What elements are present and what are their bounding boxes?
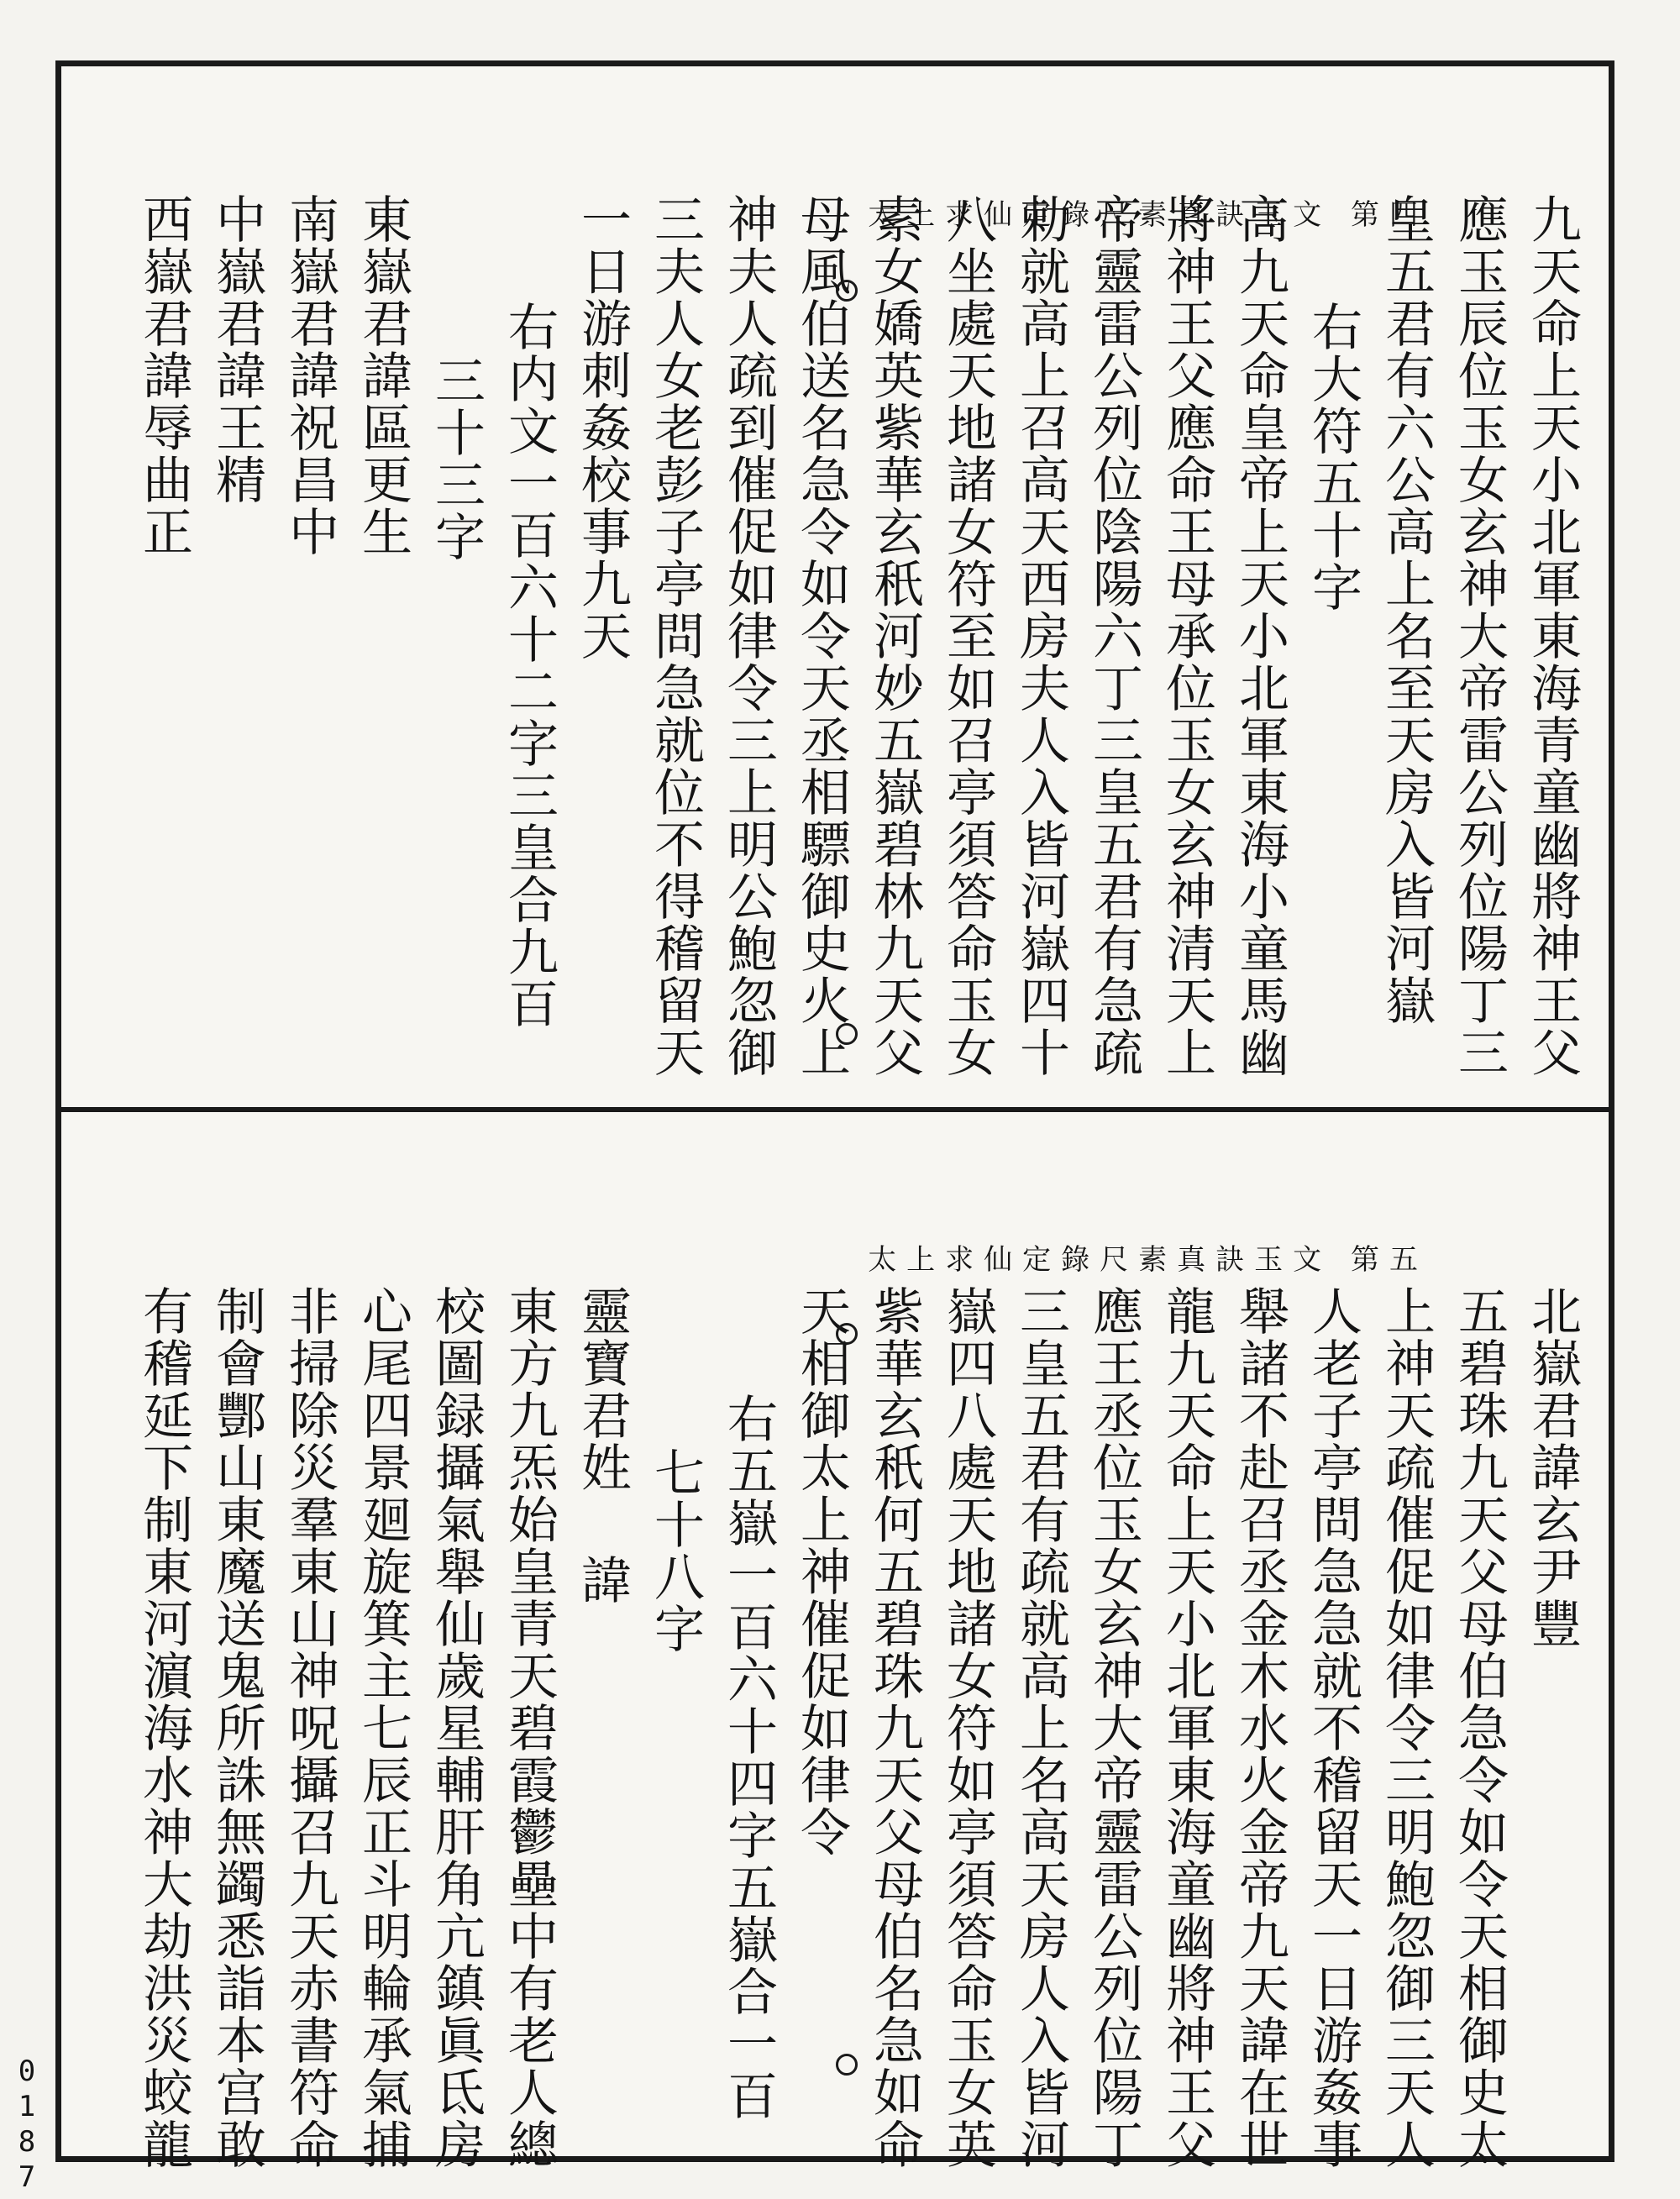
circle-mark [836, 1323, 858, 1345]
bottom-page-text [76, 1285, 1596, 2170]
text-column: 人老子亭問急急就不稽留天一日游姦事 [1304, 1285, 1362, 2170]
text-column: 三夫人女老彭子亭問急就位不得稽留天 [646, 193, 705, 1079]
text-column: 八坐處天地諸女符至如召亭須答命玉女 [938, 193, 997, 1079]
running-head-top: 太上求仙定錄尺素真訣玉文 第四 [868, 198, 1428, 232]
page-divider [55, 1107, 1614, 1112]
text-column: 南嶽君諱祝昌中 [281, 193, 339, 558]
circle-mark [836, 1023, 858, 1045]
text-column: 將神王父應命王母承位玉女玄神清天上 [1158, 193, 1216, 1079]
text-column: 東方九炁始皇青天碧霞鬱壘中有老人總 [500, 1285, 559, 2170]
text-column: 七十八字 [646, 1446, 705, 1655]
page-number: 0187 [10, 2055, 44, 2196]
text-column: 上神天疏催促如律令三明鮑忽御三天人 [1377, 1285, 1436, 2170]
text-column: 勅就高上召高天西房夫人入皆河嶽四十 [1011, 193, 1070, 1079]
text-column: 一日游刺姦校事九天 [573, 193, 632, 662]
text-column: 高九天命皇帝上天小北軍東海小童馬幽 [1231, 193, 1289, 1079]
text-column: 靈寶君姓 諱 [573, 1285, 632, 1606]
text-column: 校圖録攝氣舉仙歲星輔肝角亢鎮眞氐房 [427, 1285, 486, 2170]
text-column: 五碧珠九天父母伯急令如令天相御史太 [1450, 1285, 1509, 2170]
text-column: 應玉辰位玉女玄神大帝雷公列位陽丁三 [1450, 193, 1509, 1079]
circle-mark [836, 2054, 858, 2076]
text-column: 非掃除災羣東山神呪攝召九天赤書符命 [281, 1285, 339, 2170]
text-column: 帝靈雷公列位陰陽六丁三皇五君有急疏 [1084, 193, 1143, 1079]
text-column: 天相御太上神催促如律令 [792, 1285, 851, 1858]
text-column: 素女嬌英紫華玄秖河妙五嶽碧林九天父 [865, 193, 924, 1079]
text-column: 心尾四景廻旋箕主七辰正斗明輪承氣捕 [354, 1285, 412, 2170]
text-column: 右内文一百六十二字三皇合九百 [500, 301, 559, 1030]
text-column: 皇五君有六公高上名至天房入皆河嶽 [1377, 193, 1436, 1026]
text-column: 右大符五十字 [1304, 301, 1362, 613]
text-column: 神夫人疏到催促如律令三上明公鮑忽御 [719, 193, 778, 1079]
text-column: 嶽四八處天地諸女符如亭須答命玉女英 [938, 1285, 997, 2170]
text-column: 九天命上天小北軍東海青童幽將神王父 [1523, 193, 1582, 1079]
text-column: 中嶽君諱王精 [207, 193, 266, 506]
text-column: 母風伯送名急令如令天丞相驃御史火上 [792, 193, 851, 1079]
text-column: 右五嶽一百六十四字五嶽合一百 [719, 1393, 778, 2122]
text-column: 西嶽君諱辱曲正 [134, 193, 193, 558]
text-column: 制會酆山東魔送鬼所誅無蠲悉詣本宫敢 [207, 1285, 266, 2170]
text-column: 舉諸不赴召丞金木水火金帝九天諱在世 [1231, 1285, 1289, 2170]
text-column: 三十三字 [427, 354, 486, 563]
text-column: 龍九天命上天小北軍東海童幽將神王父 [1158, 1285, 1216, 2170]
text-column: 紫華玄秖何五碧珠九天父母伯名急如命 [865, 1285, 924, 2170]
top-page-text [76, 193, 1596, 1100]
text-column: 應王丞位玉女玄神大帝靈雷公列位陽丁 [1084, 1285, 1143, 2170]
text-column: 北嶽君諱玄尹豐 [1523, 1285, 1582, 1650]
text-column: 三皇五君有疏就高上名高天房人入皆河 [1011, 1285, 1070, 2170]
text-column: 有稽延下制東河濵海水神大劫洪災蛟龍 [134, 1285, 193, 2170]
text-column: 東嶽君諱區更生 [354, 193, 412, 558]
running-head-bottom: 太上求仙定錄尺素真訣玉文 第五 [868, 1243, 1428, 1277]
circle-mark [836, 280, 858, 302]
